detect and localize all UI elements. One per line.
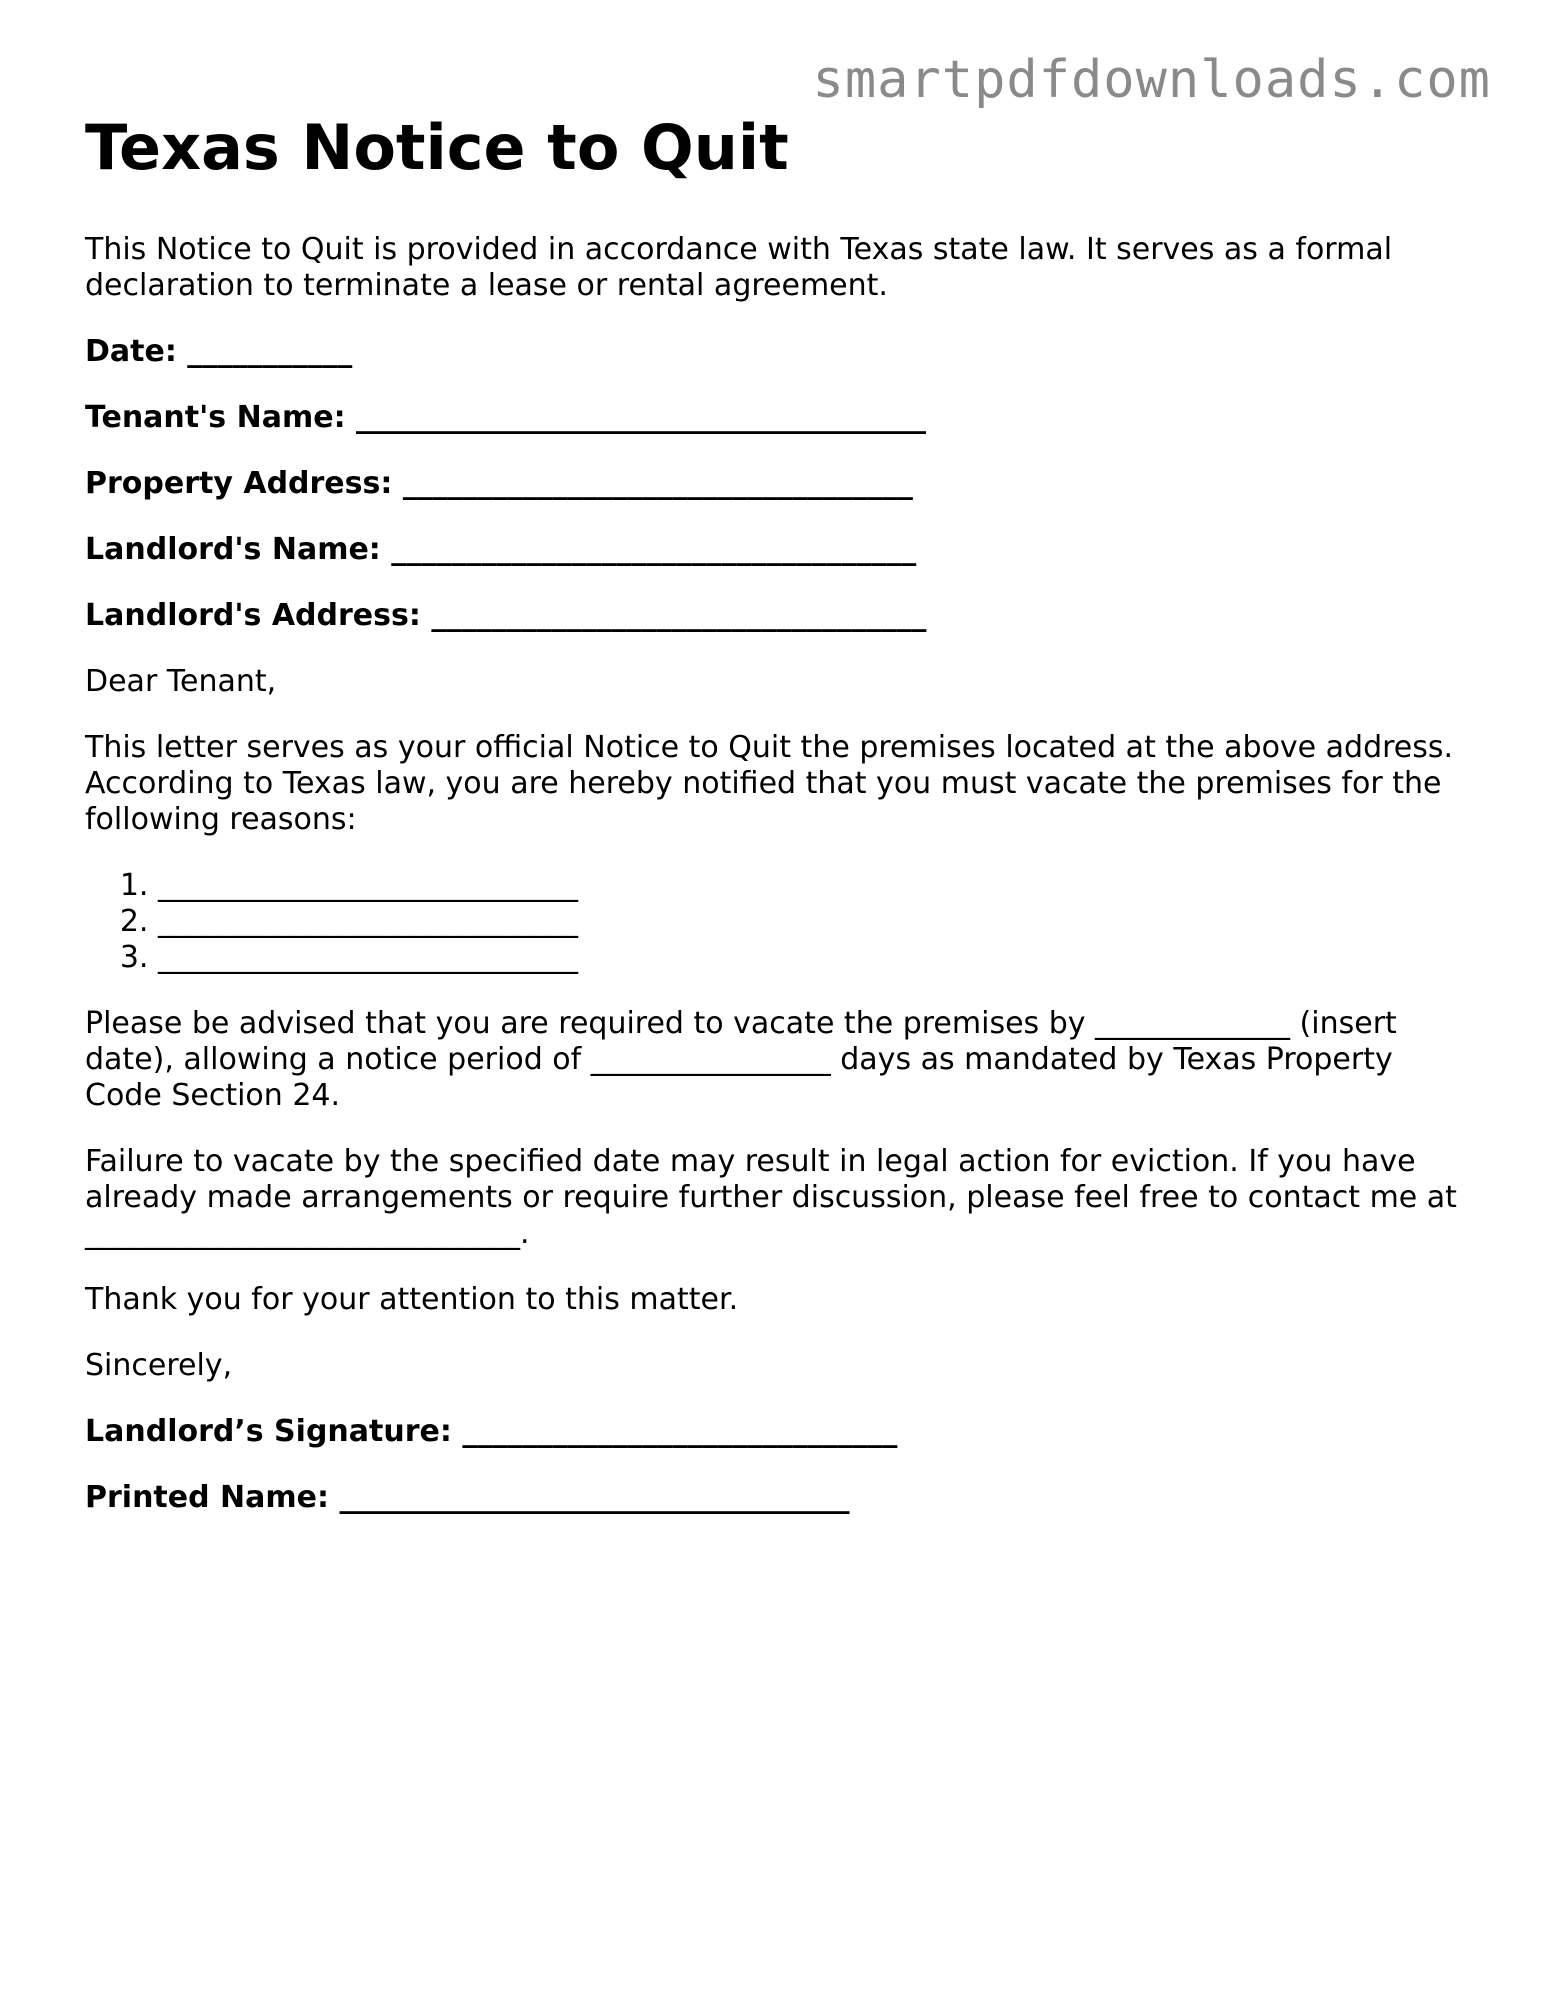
document-page (85, 108, 1470, 1546)
intro-paragraph: This Notice to Quit is provided in accordance with Texas state law. It serves as a formal declaration to terminate a lease or rental agreement. (85, 232, 1393, 303)
printed-name-label: Printed Name: (85, 1480, 329, 1515)
tenant-name-blank: ______________________________________ (356, 400, 927, 435)
landlord-name-blank: ___________________________________ (391, 532, 917, 567)
landlord-address-label: Landlord's Address: (85, 598, 421, 633)
landlord-address-field (85, 598, 1470, 634)
property-address-field (85, 466, 1470, 502)
reason-item: 2. ____________________________ (158, 904, 1470, 940)
closing: Sincerely, (85, 1348, 233, 1383)
signature-blank: _____________________________ (462, 1414, 898, 1449)
property-address-blank: __________________________________ (402, 466, 913, 501)
body-paragraph: This letter serves as your official Notice to Quit the premises located at the above address. According to Texas law, you are hereby notified that you must vacate the premises for the following reasons: (85, 730, 1454, 837)
watermark-text: smartpdfdownloads.com (812, 50, 1491, 110)
date-blank: ___________ (187, 334, 353, 369)
document-title: Texas Notice to Quit (85, 111, 789, 184)
landlord-name-label: Landlord's Name: (85, 532, 381, 567)
date-label: Date: (85, 334, 177, 369)
signature-label: Landlord’s Signature: (85, 1414, 452, 1449)
failure-paragraph: Failure to vacate by the specified date may result in legal action for eviction. If you have already made arrangements or require further discussion, please feel free to contact me at _____________________________. (85, 1144, 1457, 1251)
printed-name-field (85, 1480, 1470, 1516)
landlord-address-blank: _________________________________ (431, 598, 927, 633)
date-field (85, 334, 1470, 370)
property-address-label: Property Address: (85, 466, 393, 501)
signature-field (85, 1414, 1470, 1450)
printed-name-blank: __________________________________ (339, 1480, 850, 1515)
reason-item: 3. ____________________________ (158, 940, 1470, 976)
landlord-name-field (85, 532, 1470, 568)
tenant-name-label: Tenant's Name: (85, 400, 346, 435)
tenant-name-field (85, 400, 1470, 436)
thanks-paragraph: Thank you for your attention to this matter. (85, 1282, 739, 1317)
reason-item: 1. ____________________________ (158, 868, 1470, 904)
reasons-list (85, 868, 1470, 976)
salutation: Dear Tenant, (85, 664, 277, 699)
vacate-paragraph: Please be advised that you are required to vacate the premises by _____________ (insert date), allowing a notice period of ________________ days as mandated by Texas Property Code Section 24. (85, 1006, 1397, 1113)
